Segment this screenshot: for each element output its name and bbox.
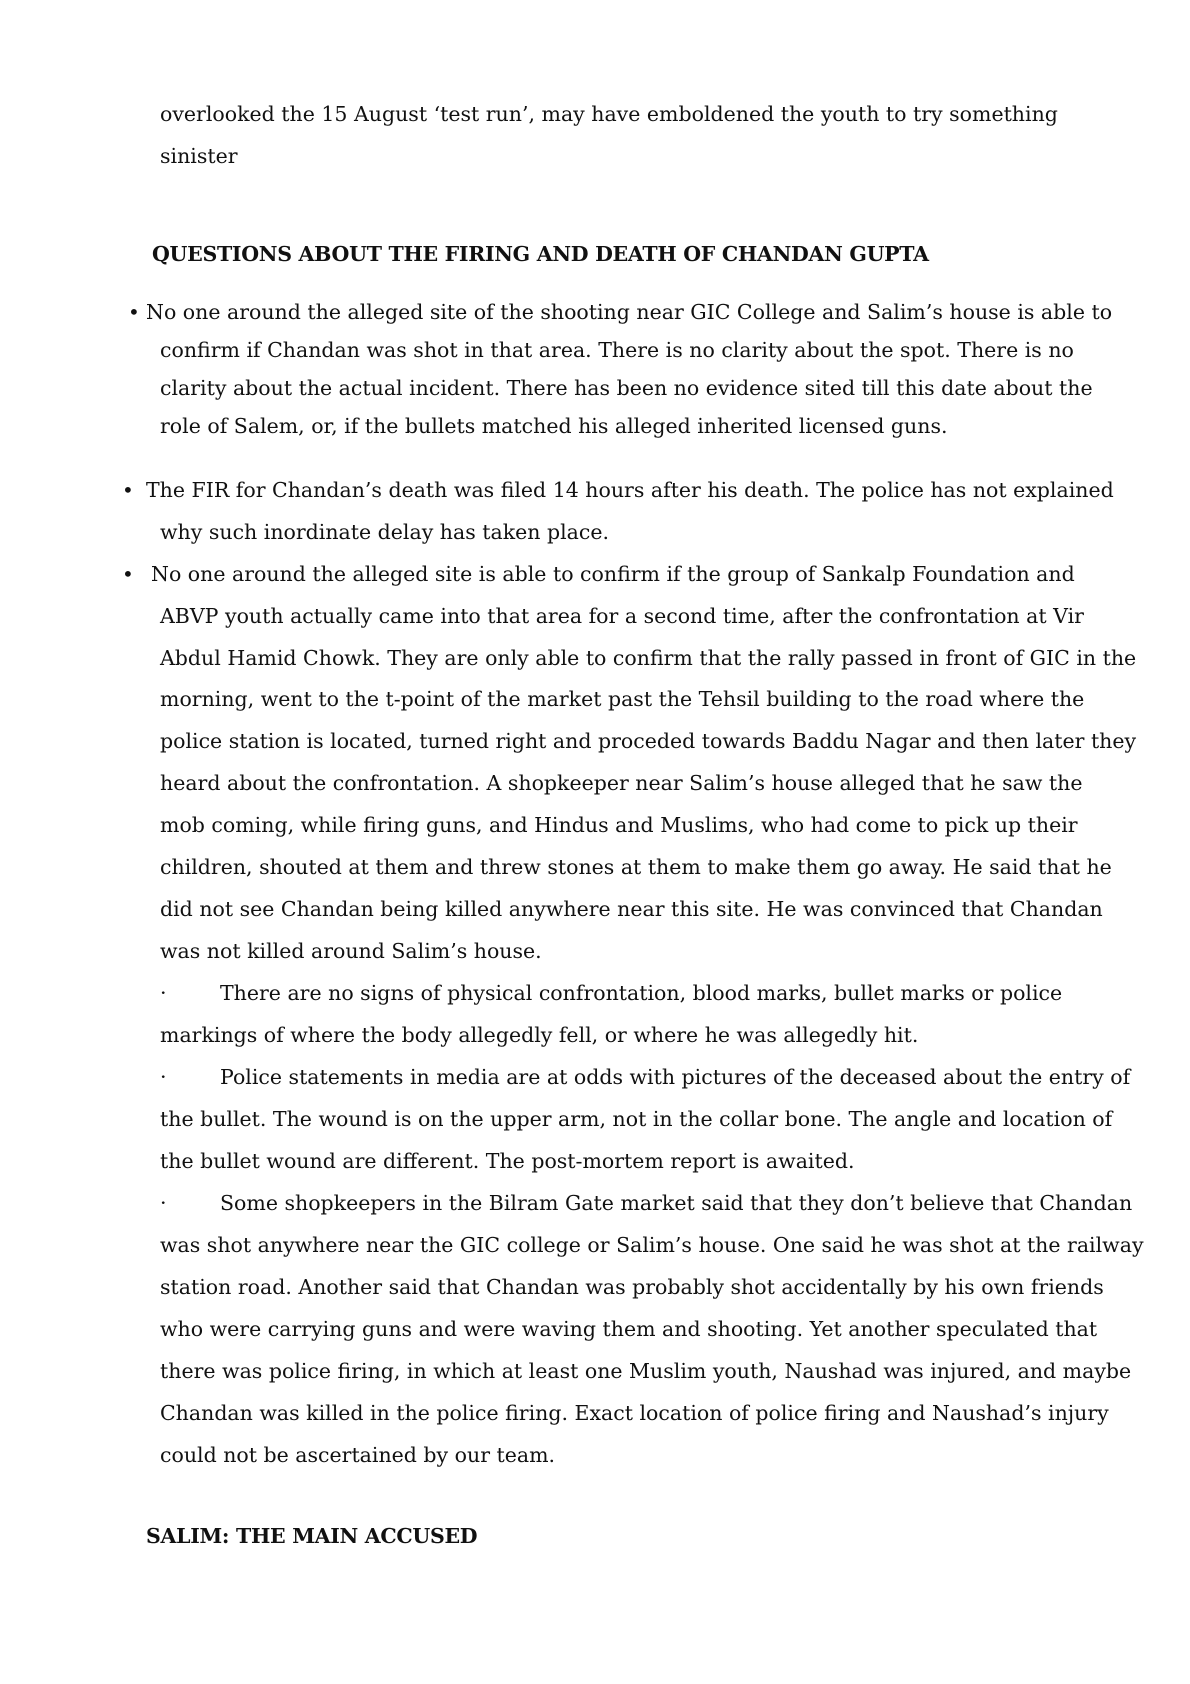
- subpoint-3-line-4: who were carrying guns and were waving them and shooting. Yet another speculated that: [160, 1317, 1098, 1341]
- bullet-3-line-1: No one around the alleged site is able to confirm if the group of Sankalp Foundation and: [151, 562, 1075, 586]
- bullet-3-line-7: mob coming, while firing guns, and Hindus and Muslims, who had come to pick up their: [160, 813, 1078, 837]
- bullet-3-line-3: Abdul Hamid Chowk. They are only able to confirm that the rally passed in front of GIC in the: [160, 646, 1137, 670]
- section-heading-firing: QUESTIONS ABOUT THE FIRING AND DEATH OF CHANDAN GUPTA: [152, 242, 929, 266]
- subpoint-marker: ·: [160, 981, 167, 1005]
- subpoint-3-line-6: Chandan was killed in the police firing. Exact location of police firing and Naushad’s injury: [160, 1401, 1109, 1425]
- subpoint-1-line-1: There are no signs of physical confrontation, blood marks, bullet marks or police: [220, 981, 1063, 1005]
- bullet-marker: •: [122, 478, 134, 502]
- subpoint-2-line-2: the bullet. The wound is on the upper arm, not in the collar bone. The angle and location of: [160, 1107, 1113, 1131]
- subpoint-marker: ·: [160, 1065, 167, 1089]
- bullet-3-line-6: heard about the confrontation. A shopkeeper near Salim’s house alleged that he saw the: [160, 771, 1083, 795]
- intro-line-2: sinister: [160, 144, 238, 168]
- bullet-marker: •: [122, 562, 134, 586]
- section-heading-salim: SALIM: THE MAIN ACCUSED: [146, 1524, 478, 1548]
- subpoint-3-line-5: there was police firing, in which at least one Muslim youth, Naushad was injured, and maybe: [160, 1359, 1132, 1383]
- bullet-3-line-9: did not see Chandan being killed anywhere near this site. He was convinced that Chandan: [160, 897, 1103, 921]
- subpoint-2-line-3: the bullet wound are different. The post-mortem report is awaited.: [160, 1149, 855, 1173]
- bullet-2-line-2: why such inordinate delay has taken place.: [160, 520, 610, 544]
- bullet-marker: •: [128, 300, 140, 324]
- bullet-1-line-4: role of Salem, or, if the bullets matched his alleged inherited licensed guns.: [160, 414, 948, 438]
- bullet-1-line-2: confirm if Chandan was shot in that area. There is no clarity about the spot. There is no: [160, 338, 1074, 362]
- bullet-2-line-1: The FIR for Chandan’s death was filed 14 hours after his death. The police has not explained: [146, 478, 1114, 502]
- bullet-3-line-5: police station is located, turned right and proceded towards Baddu Nagar and then later they: [160, 729, 1137, 753]
- subpoint-3-line-1: Some shopkeepers in the Bilram Gate market said that they don’t believe that Chandan: [220, 1191, 1133, 1215]
- bullet-3-line-10: was not killed around Salim’s house.: [160, 939, 542, 963]
- bullet-3-line-2: ABVP youth actually came into that area for a second time, after the confrontation at Vir: [160, 604, 1084, 628]
- subpoint-3-line-2: was shot anywhere near the GIC college or Salim’s house. One said he was shot at the railway: [160, 1233, 1144, 1257]
- subpoint-marker: ·: [160, 1191, 167, 1215]
- bullet-1-line-3: clarity about the actual incident. There has been no evidence sited till this date about the: [160, 376, 1093, 400]
- bullet-3-line-4: morning, went to the t-point of the market past the Tehsil building to the road where the: [160, 687, 1085, 711]
- bullet-3-line-8: children, shouted at them and threw stones at them to make them go away. He said that he: [160, 855, 1112, 879]
- bullet-1-line-1: No one around the alleged site of the shooting near GIC College and Salim’s house is able to: [146, 300, 1113, 324]
- subpoint-3-line-7: could not be ascertained by our team.: [160, 1443, 556, 1467]
- subpoint-1-line-2: markings of where the body allegedly fell, or where he was allegedly hit.: [160, 1023, 919, 1047]
- subpoint-3-line-3: station road. Another said that Chandan was probably shot accidentally by his own friends: [160, 1275, 1104, 1299]
- intro-line-1: overlooked the 15 August ‘test run’, may have emboldened the youth to try something: [160, 102, 1058, 126]
- subpoint-2-line-1: Police statements in media are at odds with pictures of the deceased about the entry of: [220, 1065, 1131, 1089]
